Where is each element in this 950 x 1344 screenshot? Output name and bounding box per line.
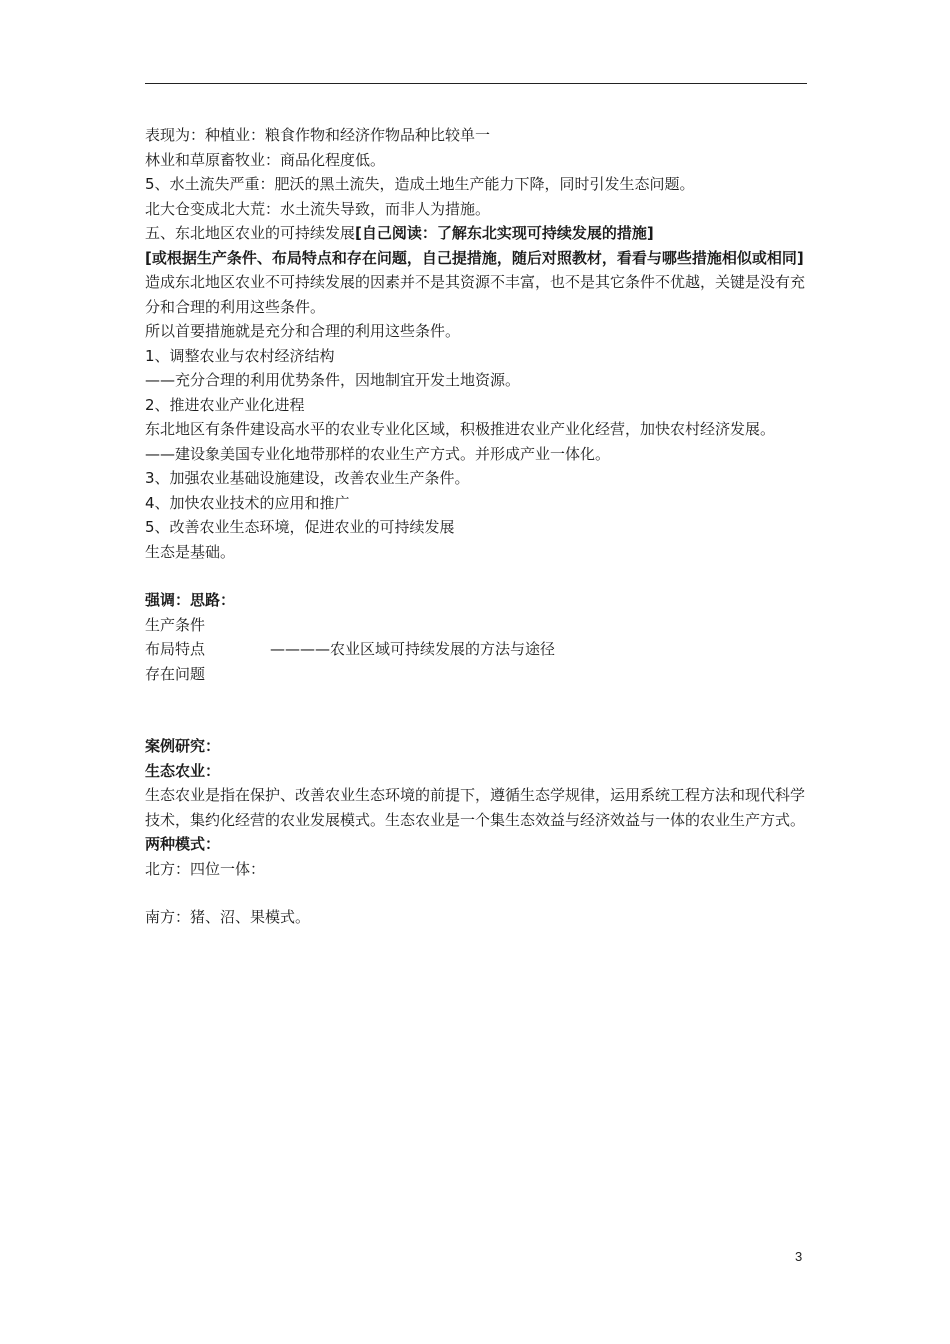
spacer (145, 686, 810, 734)
spacer (145, 881, 810, 905)
header-rule (145, 83, 807, 84)
page-number: 3 (795, 1249, 803, 1264)
paragraph: 东北地区有条件建设高水平的农业专业化区域，积极推进农业产业化经营，加快农村经济发展。 (145, 420, 776, 438)
emphasis-arrow-text: ————农业区域可持续发展的方法与途径 (270, 640, 556, 658)
list-item: 4、加快农业技术的应用和推广 (145, 493, 350, 512)
emphasis-item: 存在问题 (145, 664, 206, 683)
section-heading-normal: 五、东北地区农业的可持续发展 (145, 224, 356, 242)
list-item: 3、加强农业基础设施建设，改善农业生产条件。 (145, 469, 470, 487)
section-heading (145, 221, 810, 246)
emphasis-item: 布局特点 (145, 640, 206, 658)
text-line: 北大仓变成北大荒：水土流失导致，而非人为措施。 (145, 199, 491, 218)
list-item: 1、调整农业与农村经济结构 (145, 346, 335, 365)
case-study-heading: 案例研究： (145, 737, 221, 755)
text-line: 表现为：种植业：粮食作物和经济作物品种比较单一 (145, 126, 491, 144)
spacer (145, 564, 810, 588)
list-item: 2、推进农业产业化进程 (145, 395, 305, 414)
text-line: 生态是基础。 (145, 542, 236, 561)
section-heading-bold: [自己阅读：了解东北实现可持续发展的措施] (355, 224, 654, 242)
text-line: ——充分合理的利用优势条件，因地制宜开发土地资源。 (145, 371, 521, 389)
instruction-bold: [或根据生产条件、布局特点和存在问题，自己提措施，随后对照教材，看看与哪些措施相似或相同] (145, 248, 804, 267)
emphasis-heading: 强调：思路： (145, 591, 236, 609)
text-line: 林业和草原畜牧业：商品化程度低。 (145, 150, 386, 169)
case-study-definition: 生态农业是指在保护、改善农业生态环境的前提下，遵循生态学规律，运用系统工程方法和现代科学技术，集约化经营的农业发展模式。生态农业是一个集生态效益与经济效益与一体的农业生产方式。 (145, 786, 806, 829)
emphasis-row (145, 637, 810, 662)
emphasis-item: 生产条件 (145, 615, 206, 634)
list-item: 5、改善农业生态环境，促进农业的可持续发展 (145, 518, 455, 536)
text-line: 所以首要措施就是充分和合理的利用这些条件。 (145, 322, 461, 340)
modes-heading: 两种模式： (145, 835, 221, 853)
text-line: 5、水土流失严重：肥沃的黑土流失，造成土地生产能力下降，同时引发生态问题。 (145, 175, 695, 193)
paragraph: 造成东北地区农业不可持续发展的因素并不是其资源不丰富，也不是其它条件不优越，关键是没有充分和合理的利用这些条件。 (145, 273, 806, 316)
document-body (145, 123, 810, 930)
case-study-subheading: 生态农业： (145, 761, 221, 780)
south-mode: 南方：猪、沼、果模式。 (145, 908, 311, 926)
text-line: ——建设象美国专业化地带那样的农业生产方式。并形成产业一体化。 (145, 444, 611, 463)
north-mode: 北方：四位一体： (145, 859, 266, 878)
